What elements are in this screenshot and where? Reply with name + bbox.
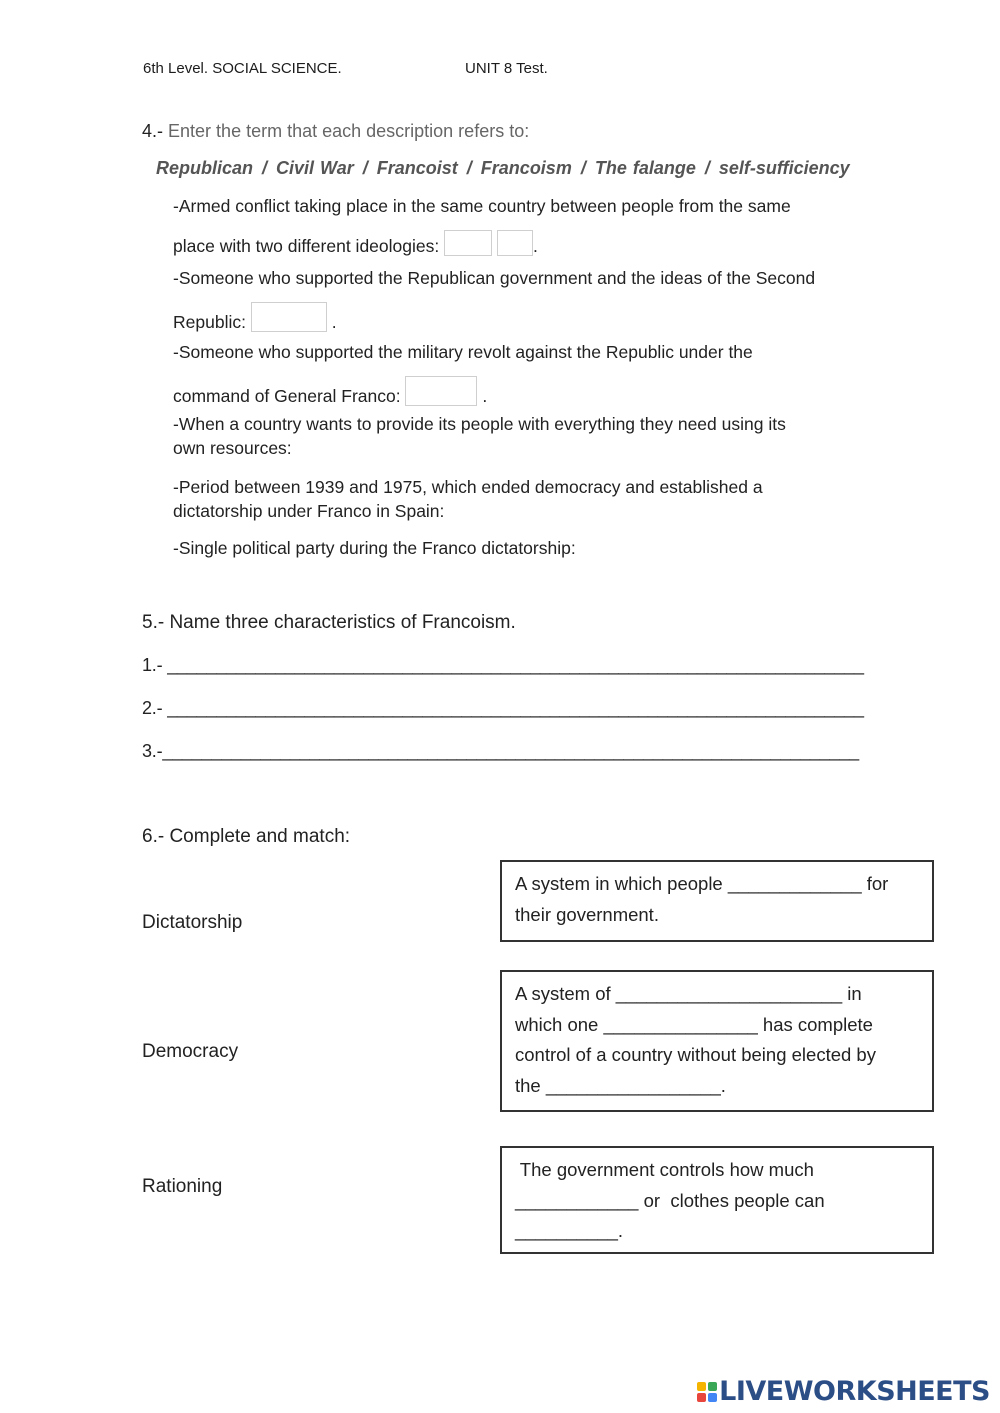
logo-mark-icon bbox=[697, 1382, 717, 1402]
term-separator: / bbox=[580, 158, 586, 178]
description-line: -Someone who supported the military revolt against the Republic under the bbox=[173, 342, 753, 362]
answer-box-civil[interactable] bbox=[444, 230, 492, 256]
description-line: -Armed conflict taking place in the same country between people from the same bbox=[173, 196, 791, 216]
definition-line: the _________________. bbox=[515, 1074, 726, 1096]
term-bank-item: self-sufficiency bbox=[718, 158, 850, 178]
description-line bbox=[173, 230, 791, 258]
question-4-number: 4.- bbox=[142, 121, 164, 141]
question-5-title: 5.- Name three characteristics of Francoism. bbox=[142, 612, 516, 633]
question-6-title: 6.- Complete and match: bbox=[142, 826, 351, 847]
liveworksheets-logo[interactable] bbox=[697, 1376, 990, 1407]
description-end: . bbox=[482, 386, 488, 406]
definition-box-3[interactable] bbox=[500, 1146, 934, 1254]
term-separator: / bbox=[262, 158, 268, 178]
match-term-dictatorship[interactable]: Dictatorship bbox=[142, 912, 243, 933]
logo-square bbox=[697, 1382, 706, 1391]
description-line: -Someone who supported the Republican government and the ideas of the Second bbox=[173, 268, 816, 288]
definition-line: __________. bbox=[515, 1220, 624, 1241]
description-line: dictatorship under Franco in Spain: bbox=[173, 501, 445, 521]
logo-square bbox=[708, 1382, 717, 1391]
description-1 bbox=[173, 194, 791, 258]
definition-line: A system in which people _____________ for bbox=[515, 873, 889, 894]
definition-box-2[interactable] bbox=[500, 970, 934, 1112]
question-4-title: Enter the term that each description refers to: bbox=[168, 121, 530, 141]
description-line: own resources: bbox=[173, 438, 292, 458]
term-bank-item: Republican bbox=[156, 158, 254, 178]
term-bank-item: Francoism bbox=[480, 158, 572, 178]
term-bank-item: Francoist bbox=[376, 158, 458, 178]
description-4 bbox=[173, 412, 786, 460]
answer-line-1[interactable]: 1.- _______________________________________________________________________ bbox=[142, 655, 864, 675]
header-level: 6th Level. SOCIAL SCIENCE. bbox=[143, 60, 342, 77]
logo-square bbox=[708, 1393, 717, 1402]
logo-text: LIVEWORKSHEETS bbox=[719, 1376, 990, 1407]
description-end: . bbox=[331, 312, 337, 332]
description-2 bbox=[173, 266, 815, 334]
term-separator: / bbox=[466, 158, 472, 178]
term-separator: / bbox=[362, 158, 368, 178]
definition-line: A system of ______________________ in bbox=[515, 983, 862, 1004]
description-line: -When a country wants to provide its people with everything they need using its bbox=[173, 414, 786, 434]
description-6 bbox=[173, 536, 576, 560]
definition-line: their government. bbox=[515, 903, 659, 925]
answer-line-3[interactable]: 3.-_______________________________________________________________________ bbox=[142, 741, 859, 761]
description-end: . bbox=[532, 236, 538, 256]
definition-line: which one _______________ has complete bbox=[515, 1013, 873, 1035]
description-line bbox=[173, 302, 815, 334]
definition-line: ____________ or clothes people can bbox=[515, 1189, 825, 1211]
match-term-rationing[interactable]: Rationing bbox=[142, 1176, 223, 1197]
description-3 bbox=[173, 340, 753, 408]
answer-line-2[interactable]: 2.- _______________________________________________________________________ bbox=[142, 698, 864, 718]
answer-box-republican[interactable] bbox=[251, 302, 327, 332]
description-text: place with two different ideologies: bbox=[173, 236, 440, 256]
term-separator: / bbox=[704, 158, 710, 178]
description-5 bbox=[173, 475, 763, 523]
description-line: -Single political party during the Franco dictatorship: bbox=[173, 538, 576, 558]
match-term-democracy[interactable]: Democracy bbox=[142, 1041, 239, 1062]
answer-box-war[interactable] bbox=[497, 230, 533, 256]
answer-box-francoist[interactable] bbox=[405, 376, 477, 406]
header-unit: UNIT 8 Test. bbox=[465, 60, 548, 77]
definition-box-1[interactable] bbox=[500, 860, 934, 942]
term-bank-item: The falange bbox=[594, 158, 696, 178]
term-bank-item: Civil War bbox=[276, 158, 354, 178]
definition-line: control of a country without being elected by bbox=[515, 1044, 876, 1065]
description-text: command of General Franco: bbox=[173, 386, 401, 406]
term-bank bbox=[156, 158, 850, 179]
description-line bbox=[173, 376, 753, 408]
definition-line: The government controls how much bbox=[515, 1159, 814, 1180]
description-text: Republic: bbox=[173, 312, 246, 332]
question-4-heading bbox=[142, 121, 529, 142]
logo-square bbox=[697, 1393, 706, 1402]
description-line: -Period between 1939 and 1975, which ended democracy and established a bbox=[173, 477, 763, 497]
